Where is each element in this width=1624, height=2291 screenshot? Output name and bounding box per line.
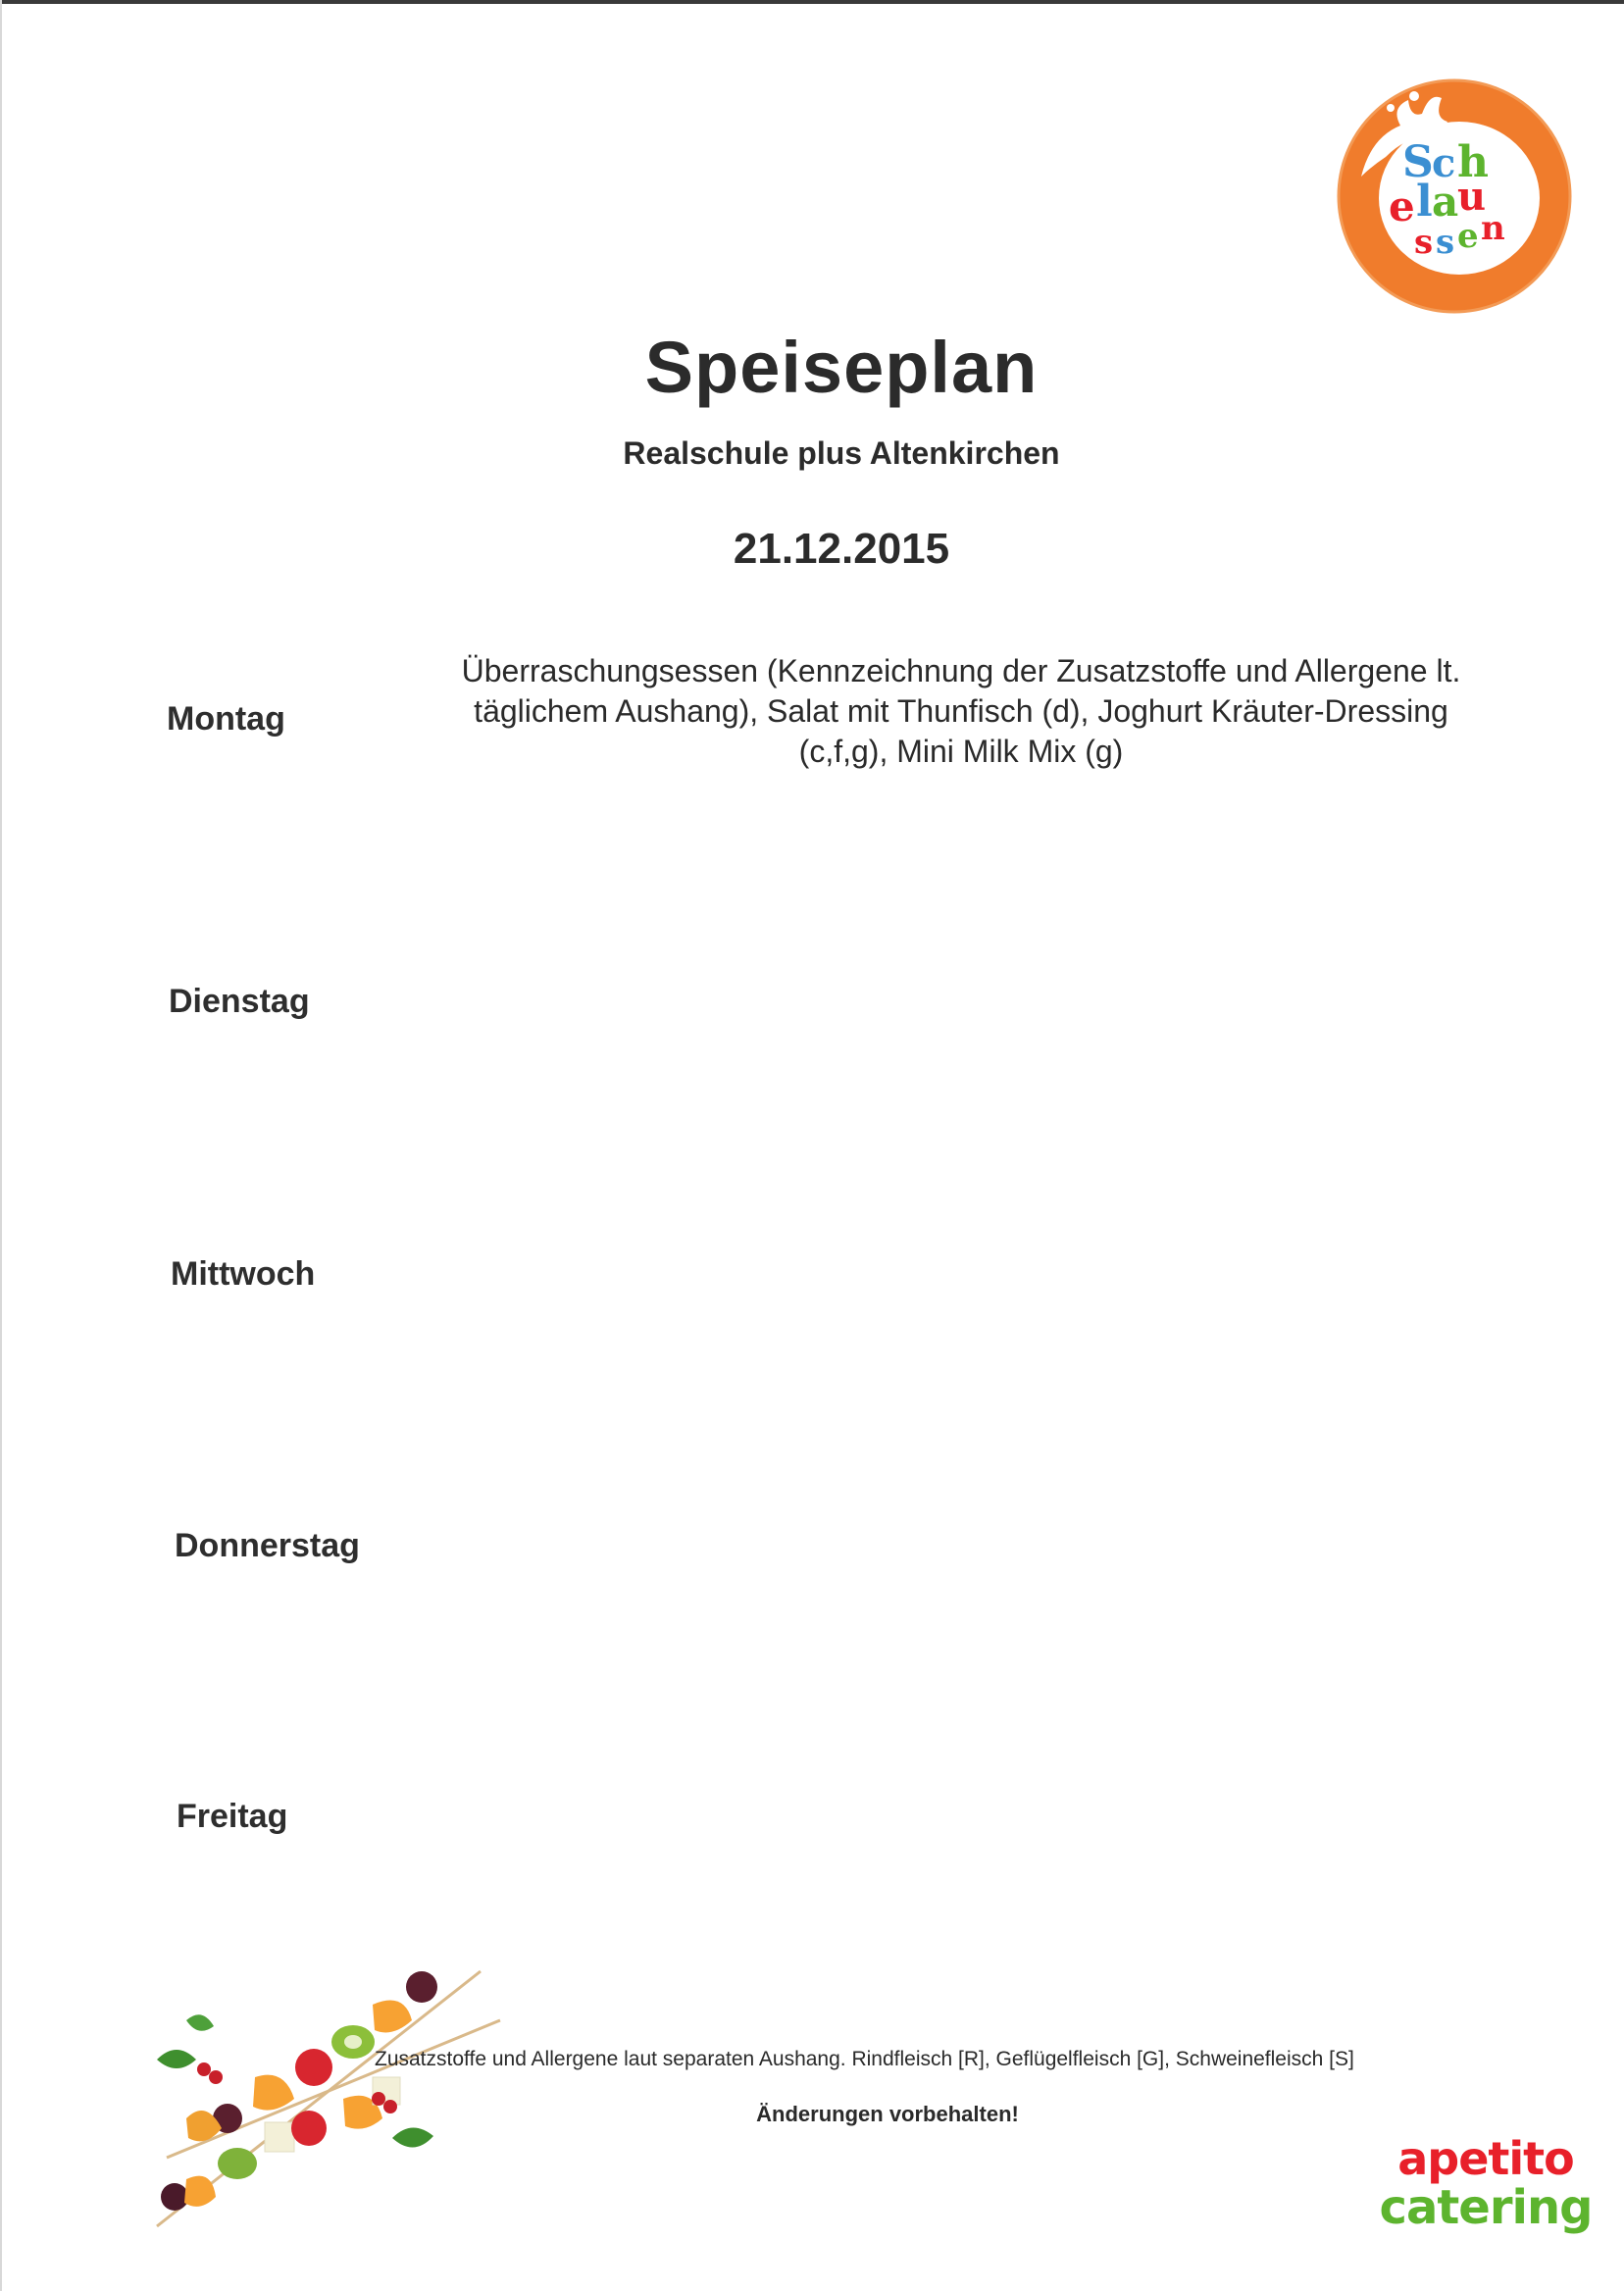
schlau-essen-logo	[1332, 78, 1577, 314]
day-label-montag: Montag	[167, 700, 285, 738]
page-title: Speiseplan	[644, 327, 1039, 408]
brand-catering: catering	[1379, 2180, 1593, 2235]
apetito-catering-logo	[1368, 2132, 1603, 2235]
svg-text:u: u	[1457, 174, 1487, 220]
day-label-freitag: Freitag	[177, 1798, 288, 1835]
fruit-skewer-icon	[147, 1961, 520, 2246]
menu-line: Überraschungsessen (Kennzeichnung der Zusatzstoffe und Allergene lt.	[461, 653, 1461, 688]
svg-text:s: s	[1414, 223, 1434, 262]
svg-text:l: l	[1416, 177, 1433, 227]
additives-footnote: Zusatzstoffe und Allergene laut separaten Aushang. Rindfleisch [R], Geflügelfleisch [G], Schweinefleisch [S]	[375, 2048, 1354, 2070]
svg-text:n: n	[1481, 209, 1505, 248]
svg-text:s: s	[1436, 223, 1455, 262]
day-label-donnerstag: Donnerstag	[175, 1527, 360, 1564]
week-date: 21.12.2015	[733, 525, 950, 573]
svg-text:e: e	[1389, 182, 1415, 230]
menu-line: täglichem Aushang), Salat mit Thunfisch (d), Joghurt Kräuter-Dressing	[474, 693, 1448, 729]
top-border	[0, 0, 1624, 4]
svg-text:S: S	[1402, 137, 1434, 187]
svg-text:c: c	[1432, 140, 1456, 186]
day-label-dienstag: Dienstag	[169, 983, 310, 1020]
day-label-mittwoch: Mittwoch	[171, 1255, 316, 1293]
changes-notice: Änderungen vorbehalten!	[756, 2102, 1019, 2126]
svg-text:e: e	[1457, 217, 1479, 256]
school-name: Realschule plus Altenkirchen	[623, 435, 1060, 471]
svg-text:a: a	[1432, 178, 1459, 226]
svg-text:h: h	[1457, 137, 1489, 187]
brand-apetito: apetito	[1397, 2132, 1574, 2185]
menu-line: (c,f,g), Mini Milk Mix (g)	[798, 734, 1124, 769]
menu-montag	[412, 651, 1510, 772]
